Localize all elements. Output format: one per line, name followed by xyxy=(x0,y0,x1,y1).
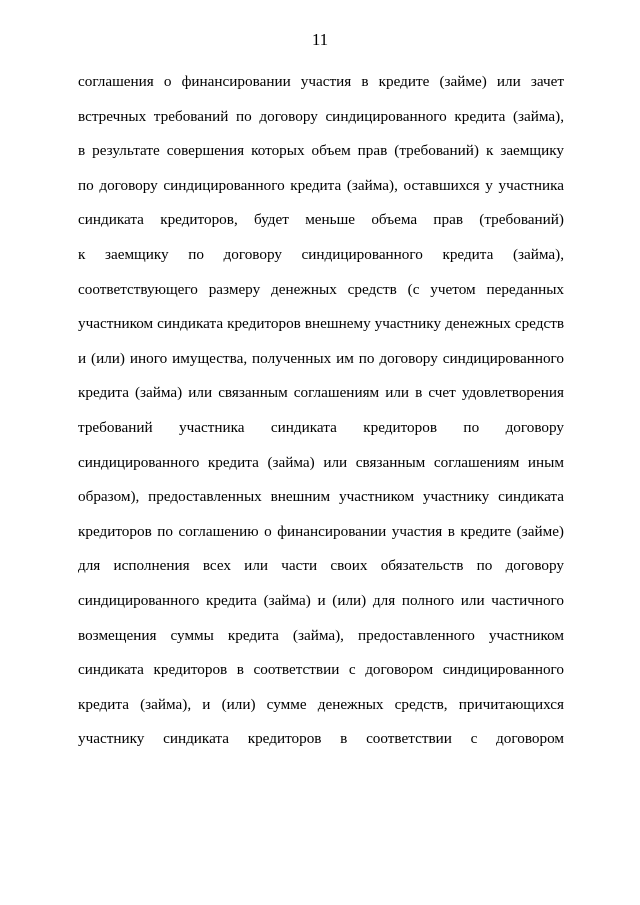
text-line: синдицированного кредита (займа) или связанным соглашениям иным xyxy=(78,453,564,471)
text-line: соответствующего размеру денежных средств (с учетом переданных xyxy=(78,280,564,298)
text-line: синдицированного кредита (займа) и (или) для полного или частичного xyxy=(78,591,564,609)
text-line: возмещения суммы кредита (займа), предоставленного участником xyxy=(78,626,564,644)
text-line: образом), предоставленных внешним участником участнику синдиката xyxy=(78,488,564,506)
text-line: для исполнения всех или части своих обязательств по договору xyxy=(78,557,564,575)
text-line: встречных требований по договору синдицированного кредита (займа), xyxy=(78,107,564,125)
text-line: кредиторов по соглашению о финансировании участия в кредите (займе) xyxy=(78,522,564,540)
text-line: кредита (займа) или связанным соглашениям или в счет удовлетворения xyxy=(78,384,564,402)
text-line: требований участника синдиката кредиторов по договору xyxy=(78,418,564,436)
body-paragraph xyxy=(78,72,564,764)
text-line: участником синдиката кредиторов внешнему участнику денежных средств xyxy=(78,315,564,333)
text-line: в результате совершения которых объем прав (требований) к заемщику xyxy=(78,142,564,160)
text-line: к заемщику по договору синдицированного кредита (займа), xyxy=(78,245,564,263)
text-line: участнику синдиката кредиторов в соответствии с договором xyxy=(78,730,564,748)
text-line: по договору синдицированного кредита (займа), оставшихся у участника xyxy=(78,176,564,194)
text-line: синдиката кредиторов в соответствии с договором синдицированного xyxy=(78,661,564,679)
text-line: синдиката кредиторов, будет меньше объема прав (требований) xyxy=(78,211,564,229)
page-number: 11 xyxy=(311,30,329,49)
text-line: соглашения о финансировании участия в кредите (займе) или зачет xyxy=(78,73,564,90)
text-line: кредита (займа), и (или) сумме денежных средств, причитающихся xyxy=(78,695,564,713)
text-line: и (или) иного имущества, полученных им по договору синдицированного xyxy=(78,349,564,367)
